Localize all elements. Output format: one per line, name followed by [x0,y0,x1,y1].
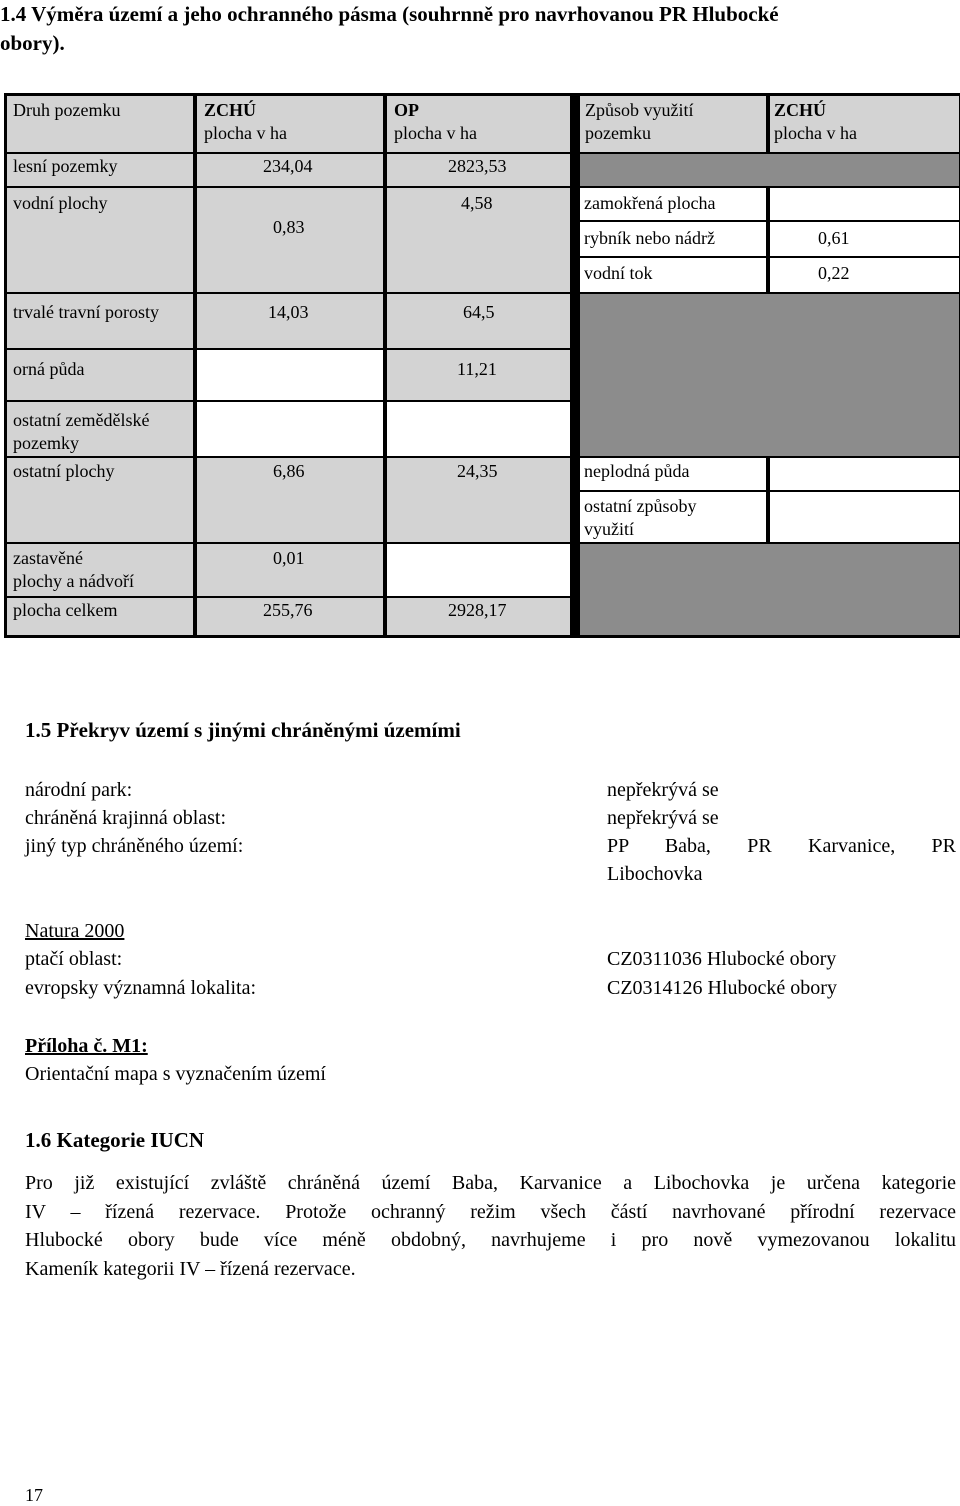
row-vodni-label: vodní plochy [13,193,108,213]
ptaci-value: CZ0311036 Hlubocké obory [607,948,837,970]
header-op-sub: plocha v ha [394,123,477,143]
evl-label: evropsky významná lokalita: [25,977,257,999]
evl-value: CZ0314126 Hlubocké obory [607,977,837,999]
row-celkem-zchu: 255,76 [263,600,313,620]
section-1-6-title: 1.6 Kategorie IUCN [25,1128,205,1152]
narodni-park-value: nepřekrývá se [607,779,719,801]
row-zastavene-label-line1: zastavěné [13,548,83,568]
row-lesni-label: lesní pozemky [13,156,118,176]
header-zpusob-line1: Způsob využití [585,100,694,120]
row-zastavene-label-line2: plochy a nádvoří [13,571,134,591]
usage-rybnik-value-cell [770,222,959,256]
section-1-5-title: 1.5 Překryv území s jinými chráněnými územími [25,718,461,742]
jiny-typ-label: jiný typ chráněného území: [25,835,244,857]
section-1-6-line3: Hlubocké obory bude více méně obdobný, navrhujeme i pro nově vymezovanou lokalitu [25,1229,956,1251]
row-travni-op: 64,5 [463,302,495,322]
header-zchu-sub: plocha v ha [204,123,287,143]
row-zastavene-op-cell [387,544,570,596]
usage-zamokrena-value-cell [770,188,959,220]
usage-rybnik-value: 0,61 [818,228,850,248]
row-vodni-zchu-cell [197,188,383,292]
row-lesni-zchu: 234,04 [263,156,313,176]
row-orna-zchu-cell [197,350,383,400]
row-vodni-op: 4,58 [461,193,493,213]
priloha-title: Příloha č. M1: [25,1035,148,1057]
chko-value: nepřekrývá se [607,807,719,829]
row-ostatni-zem-label-line1: ostatní zemědělské [13,410,150,430]
row-celkem-label: plocha celkem [13,600,118,620]
header-op-title: OP [394,100,419,120]
narodni-park-label: národní park: [25,779,133,801]
section-1-6-line1: Pro již existující zvláště chráněná území Baba, Karvanice a Libochovka je určena kategorie [25,1172,956,1194]
usage-ostatni-zpusoby-label-line1: ostatní způsoby [584,496,697,516]
row-travni-label: trvalé travní porosty [13,302,159,322]
usage-empty-middle-cell [580,294,959,456]
page-number: 17 [25,1485,43,1505]
header-zchu2-sub: plocha v ha [774,123,857,143]
row-ostatni-plochy-label: ostatní plochy [13,461,115,481]
usage-vodni-tok-label: vodní tok [584,263,653,283]
row-ostatni-zem-op-cell [387,402,570,456]
usage-neplodna-value-cell [770,458,959,490]
section-1-4-title-line1: 1.4 Výměra území a jeho ochranného pásma (souhrnně pro navrhovanou PR Hlubocké [0,2,779,26]
row-ostatni-zem-label-line2: pozemky [13,433,79,453]
header-druh: Druh pozemku [13,100,121,120]
section-1-6-line2: IV – řízená rezervace. Protože ochranný režim všech částí navrhované přírodní rezervace [25,1201,956,1223]
row-ostatni-plochy-op: 24,35 [457,461,498,481]
row-travni-zchu: 14,03 [268,302,309,322]
usage-ostatni-zpusoby-label-line2: využití [584,519,634,539]
usage-ostatni-zpusoby-value-cell [770,492,959,542]
row-vodni-zchu: 0,83 [273,217,305,237]
chko-label: chráněná krajinná oblast: [25,807,227,829]
usage-neplodna-label: neplodná půda [584,461,690,481]
row-ostatni-zem-zchu-cell [197,402,383,456]
priloha-text: Orientační mapa s vyznačením území [25,1063,326,1085]
header-zpusob-line2: pozemku [585,123,651,143]
row-orna-label: orná půda [13,359,85,379]
header-zchu2-title: ZCHÚ [774,100,827,120]
header-zchu-title: ZCHÚ [204,100,257,120]
natura-heading: Natura 2000 [25,920,125,942]
usage-rybnik-label: rybník nebo nádrž [584,228,715,248]
usage-vodni-tok-value-cell [770,258,959,292]
section-1-6-line4: Kameník kategorii IV – řízená rezervace. [25,1258,356,1280]
usage-empty-bottom-cell [580,544,959,635]
row-lesni-op: 2823,53 [448,156,507,176]
section-1-4-title-line2: obory). [0,31,65,55]
jiny-typ-value-line1: PP Baba, PR Karvanice, PR [607,835,956,857]
usage-empty-top-cell [580,154,959,186]
row-celkem-op: 2928,17 [448,600,507,620]
row-orna-op: 11,21 [457,359,497,379]
row-ostatni-plochy-zchu: 6,86 [273,461,305,481]
ptaci-label: ptačí oblast: [25,948,123,970]
section-1-4-title [0,0,960,58]
row-zastavene-zchu: 0,01 [273,548,305,568]
usage-vodni-tok-value: 0,22 [818,263,850,283]
area-table [4,93,960,638]
jiny-typ-value-line2: Libochovka [607,863,703,885]
usage-zamokrena-label: zamokřená plocha [584,193,716,213]
